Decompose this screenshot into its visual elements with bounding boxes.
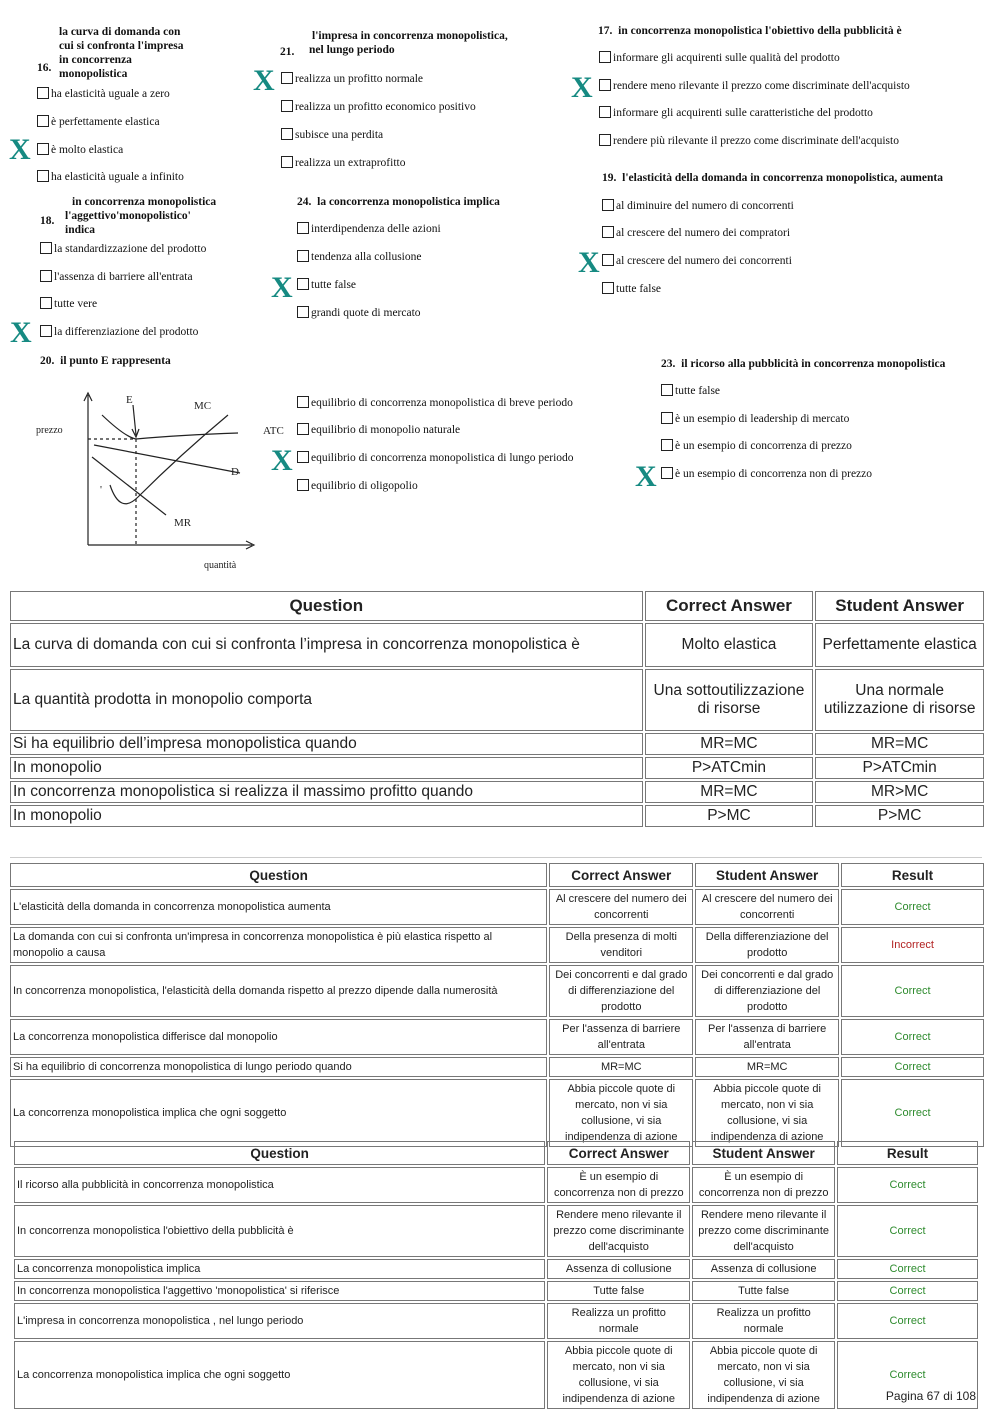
student-answer-cell: Realizza un profitto normale	[692, 1303, 835, 1339]
answer-mark-x: X	[571, 71, 593, 104]
table-row	[10, 757, 984, 779]
result-cell: Correct	[837, 1259, 978, 1279]
table-row	[10, 1019, 984, 1055]
student-answer-cell: Perfettamente elastica	[815, 623, 984, 667]
q24-option[interactable]: tutte false	[297, 278, 356, 292]
student-answer-cell: MR=MC	[815, 733, 984, 755]
label-mr: MR	[174, 517, 192, 529]
result-cell: Correct	[841, 1057, 984, 1077]
table-row	[10, 889, 984, 925]
checkbox[interactable]	[37, 115, 49, 127]
mr-curve	[92, 457, 166, 515]
q20-option[interactable]: equilibrio di concorrenza monopolistica di lungo periodo	[297, 451, 574, 465]
question-cell: L'impresa in concorrenza monopolistica , nel lungo periodo	[14, 1303, 545, 1339]
q20-title: 20. il punto E rappresenta	[40, 355, 171, 367]
q23-option[interactable]: è un esempio di concorrenza non di prezzo	[661, 467, 872, 481]
correct-answer-cell: MR=MC	[645, 733, 814, 755]
checkbox[interactable]	[40, 270, 52, 282]
correct-answer-cell: P>ATCmin	[645, 757, 814, 779]
answer-mark-x: X	[10, 316, 32, 349]
e-pointer	[133, 405, 136, 435]
question-cell: La domanda con cui si confronta un'impresa in concorrenza monopolistica è più elastica rispetto al monopolio a causa	[10, 927, 547, 963]
q16-option[interactable]: ha elasticità uguale a infinito	[37, 170, 184, 184]
q24-option[interactable]: interdipendenza delle azioni	[297, 222, 441, 236]
q19-option[interactable]: al crescere del numero dei compratori	[602, 226, 790, 240]
q16-number: 16.	[37, 62, 52, 74]
header-question: Question	[10, 863, 547, 887]
table-row	[10, 733, 984, 755]
header-question: Question	[10, 591, 643, 621]
divider	[10, 857, 982, 858]
checkbox[interactable]	[281, 156, 293, 168]
q17-option[interactable]: informare gli acquirenti sulle caratteristiche del prodotto	[599, 106, 873, 120]
results-table-1	[8, 589, 986, 829]
student-answer-cell: Rendere meno rilevante il prezzo come discriminante dell'acquisto	[692, 1205, 835, 1257]
student-answer-cell: Dei concorrenti e dal grado di differenziazione del prodotto	[695, 965, 839, 1017]
checkbox[interactable]	[40, 297, 52, 309]
correct-answer-cell: Una sottoutilizzazione di risorse	[645, 669, 814, 731]
q20-option[interactable]: equilibrio di monopolio naturale	[297, 423, 460, 437]
correct-answer-cell: Della presenza di molti venditori	[549, 927, 693, 963]
checkbox[interactable]	[297, 278, 309, 290]
q19-option[interactable]: al crescere del numero dei concorrenti	[602, 254, 792, 268]
answer-mark-x: X	[9, 133, 31, 166]
table-row	[10, 1057, 984, 1077]
checkbox[interactable]	[602, 282, 614, 294]
q19-option[interactable]: tutte false	[602, 282, 661, 296]
result-cell: Incorrect	[841, 927, 984, 963]
results-table-3	[12, 1139, 980, 1411]
student-answer-cell: P>ATCmin	[815, 757, 984, 779]
answer-mark-x: X	[578, 246, 600, 279]
checkbox[interactable]	[37, 170, 49, 182]
checkbox[interactable]	[297, 423, 309, 435]
answer-mark-x: X	[635, 460, 657, 493]
table-row	[10, 927, 984, 963]
header-question: Question	[14, 1141, 545, 1165]
checkbox[interactable]	[661, 412, 673, 424]
correct-answer-cell: È un esempio di concorrenza non di prezzo	[547, 1167, 690, 1203]
question-cell: Si ha equilibrio dell’impresa monopolistica quando	[10, 733, 643, 755]
checkbox[interactable]	[661, 439, 673, 451]
q19-title: 19. l'elasticità della domanda in concorrenza monopolistica, aumenta	[602, 172, 943, 184]
student-answer-cell: Al crescere del numero dei concorrenti	[695, 889, 839, 925]
table-row	[14, 1167, 978, 1203]
header-result: Result	[837, 1141, 978, 1165]
question-cell: La curva di domanda con cui si confronta l’impresa in concorrenza monopolistica è	[10, 623, 643, 667]
checkbox[interactable]	[602, 226, 614, 238]
answer-mark-x: X	[271, 444, 293, 477]
header-result: Result	[841, 863, 984, 887]
question-cell: La concorrenza monopolistica implica che ogni soggetto	[10, 1079, 547, 1147]
checkbox[interactable]	[297, 451, 309, 463]
question-cell: L'elasticità della domanda in concorrenza monopolistica aumenta	[10, 889, 547, 925]
q17-option[interactable]: rendere meno rilevante il prezzo come discriminate dell'acquisto	[599, 79, 910, 93]
page-number: Pagina 67 di 108	[885, 1389, 976, 1403]
question-cell: In monopolio	[10, 757, 643, 779]
q16-option[interactable]: ha elasticità uguale a zero	[37, 87, 170, 101]
q18-option[interactable]: l'assenza di barriere all'entrata	[40, 270, 193, 284]
label-d: D	[231, 466, 239, 478]
q16-title: la curva di domanda con cui si confronta l'impresa in concorrenza monopolistica	[59, 26, 184, 80]
q17-title: 17. in concorrenza monopolistica l'obiettivo della pubblicità è	[598, 25, 902, 37]
q23-title: 23. il ricorso alla pubblicità in concorrenza monopolistica	[661, 358, 946, 370]
q17-option[interactable]: rendere più rilevante il prezzo come discriminate dell'acquisto	[599, 134, 899, 148]
q16-option[interactable]: è molto elastica	[37, 143, 123, 157]
table-row	[10, 805, 984, 827]
table-row	[10, 623, 984, 667]
question-cell: In concorrenza monopolistica l'aggettivo 'monopolistica' si riferisce	[14, 1281, 545, 1301]
correct-answer-cell: Al crescere del numero dei concorrenti	[549, 889, 693, 925]
question-cell: In concorrenza monopolistica l'obiettivo della pubblicità è	[14, 1205, 545, 1257]
checkbox[interactable]	[599, 134, 611, 146]
q21-title: l'impresa in concorrenza monopolistica, nel lungo periodo	[309, 30, 508, 56]
checkbox[interactable]	[602, 199, 614, 211]
student-answer-cell: Una normale utilizzazione di risorse	[815, 669, 984, 731]
label-tick: '	[100, 484, 102, 496]
checkbox[interactable]	[297, 222, 309, 234]
correct-answer-cell: Realizza un profitto normale	[547, 1303, 690, 1339]
q21-option[interactable]: realizza un extraprofitto	[281, 156, 405, 170]
question-cell: Si ha equilibrio di concorrenza monopolistica di lungo periodo quando	[10, 1057, 547, 1077]
q24-option[interactable]: tendenza alla collusione	[297, 250, 421, 264]
q23-option[interactable]: è un esempio di concorrenza di prezzo	[661, 439, 852, 453]
correct-answer-cell: Dei concorrenti e dal grado di differenziazione del prodotto	[549, 965, 693, 1017]
result-cell: Correct	[837, 1303, 978, 1339]
q21-number: 21.	[280, 46, 295, 58]
checkbox[interactable]	[599, 79, 611, 91]
checkbox[interactable]	[281, 100, 293, 112]
header-student-answer: Student Answer	[692, 1141, 835, 1165]
result-cell: Correct	[837, 1341, 978, 1409]
student-answer-cell: Per l'assenza di barriere all'entrata	[695, 1019, 839, 1055]
cost-curves-graph	[30, 385, 290, 575]
correct-answer-cell: Assenza di collusione	[547, 1259, 690, 1279]
checkbox[interactable]	[661, 467, 673, 479]
result-cell: Correct	[841, 889, 984, 925]
table-row	[14, 1341, 978, 1409]
result-cell: Correct	[837, 1167, 978, 1203]
result-cell: Correct	[837, 1281, 978, 1301]
q18-number: 18.	[40, 215, 55, 227]
checkbox[interactable]	[281, 128, 293, 140]
checkbox[interactable]	[37, 143, 49, 155]
checkbox[interactable]	[40, 325, 52, 337]
table-row	[10, 781, 984, 803]
q18-title: in concorrenza monopolistica l'aggettivo'monopolistico' indica	[65, 196, 217, 236]
correct-answer-cell: Molto elastica	[645, 623, 814, 667]
result-cell: Correct	[837, 1205, 978, 1257]
checkbox[interactable]	[297, 306, 309, 318]
correct-answer-cell: Abbia piccole quote di mercato, non vi sia collusione, vi sia indipendenza di azione	[549, 1079, 693, 1147]
q17-option[interactable]: informare gli acquirenti sulle qualità del prodotto	[599, 51, 840, 65]
q23-option[interactable]: è un esempio di leadership di mercato	[661, 412, 849, 426]
table-header-row	[10, 863, 984, 887]
table-row	[14, 1281, 978, 1301]
answer-mark-x: X	[271, 271, 293, 304]
q24-title: 24. la concorrenza monopolistica implica	[297, 196, 500, 208]
checkbox[interactable]	[599, 106, 611, 118]
question-cell: La concorrenza monopolistica differisce dal monopolio	[10, 1019, 547, 1055]
q21-option[interactable]: subisce una perdita	[281, 128, 383, 142]
label-mc: MC	[194, 400, 212, 412]
answer-mark-x: X	[253, 64, 275, 97]
checkbox[interactable]	[297, 479, 309, 491]
results-table-2	[8, 861, 986, 1149]
label-quantita: quantità	[204, 560, 237, 571]
q21-option[interactable]: realizza un profitto normale	[281, 72, 423, 86]
question-cell: La concorrenza monopolistica implica	[14, 1259, 545, 1279]
question-cell: In monopolio	[10, 805, 643, 827]
question-cell: In concorrenza monopolistica, l'elasticità della domanda rispetto al prezzo dipende dalla numerosità	[10, 965, 547, 1017]
checkbox[interactable]	[661, 384, 673, 396]
q19-option[interactable]: al diminuire del numero di concorrenti	[602, 199, 794, 213]
correct-answer-cell: P>MC	[645, 805, 814, 827]
q24-option[interactable]: grandi quote di mercato	[297, 306, 421, 320]
header-correct-answer: Correct Answer	[547, 1141, 690, 1165]
correct-answer-cell: Abbia piccole quote di mercato, non vi sia collusione, vi sia indipendenza di azione	[547, 1341, 690, 1409]
result-cell: Correct	[841, 965, 984, 1017]
atc-curve	[102, 415, 238, 439]
correct-answer-cell: Rendere meno rilevante il prezzo come discriminante dell'acquisto	[547, 1205, 690, 1257]
label-atc: ATC	[263, 425, 284, 437]
q18-option[interactable]: tutte vere	[40, 297, 97, 311]
question-cell: Il ricorso alla pubblicità in concorrenza monopolistica	[14, 1167, 545, 1203]
checkbox[interactable]	[297, 250, 309, 262]
correct-answer-cell: Per l'assenza di barriere all'entrata	[549, 1019, 693, 1055]
q20-option[interactable]: equilibrio di concorrenza monopolistica di breve periodo	[297, 396, 573, 410]
table-row	[10, 965, 984, 1017]
student-answer-cell: Assenza di collusione	[692, 1259, 835, 1279]
student-answer-cell: MR>MC	[815, 781, 984, 803]
correct-answer-cell: Tutte false	[547, 1281, 690, 1301]
student-answer-cell: MR=MC	[695, 1057, 839, 1077]
correct-answer-cell: MR=MC	[549, 1057, 693, 1077]
question-cell: In concorrenza monopolistica si realizza il massimo profitto quando	[10, 781, 643, 803]
header-student-answer: Student Answer	[695, 863, 839, 887]
checkbox[interactable]	[37, 87, 49, 99]
question-cell: La concorrenza monopolistica implica che ogni soggetto	[14, 1341, 545, 1409]
header-correct-answer: Correct Answer	[549, 863, 693, 887]
table-row	[14, 1205, 978, 1257]
student-answer-cell: Abbia piccole quote di mercato, non vi sia collusione, vi sia indipendenza di azione	[692, 1341, 835, 1409]
result-cell: Correct	[841, 1079, 984, 1147]
correct-answer-cell: MR=MC	[645, 781, 814, 803]
header-correct-answer: Correct Answer	[645, 591, 814, 621]
header-student-answer: Student Answer	[815, 591, 984, 621]
student-answer-cell: Abbia piccole quote di mercato, non vi sia collusione, vi sia indipendenza di azione	[695, 1079, 839, 1147]
table-row	[14, 1259, 978, 1279]
q18-option[interactable]: la standardizzazione del prodotto	[40, 242, 206, 256]
student-answer-cell: Tutte false	[692, 1281, 835, 1301]
table-row	[10, 1079, 984, 1147]
q21-option[interactable]: realizza un profitto economico positivo	[281, 100, 476, 114]
table-row	[14, 1303, 978, 1339]
table-header-row	[10, 591, 984, 621]
q18-option[interactable]: la differenziazione del prodotto	[40, 325, 198, 339]
checkbox[interactable]	[599, 51, 611, 63]
result-cell: Correct	[841, 1019, 984, 1055]
checkbox[interactable]	[281, 72, 293, 84]
q16-option[interactable]: è perfettamente elastica	[37, 115, 160, 129]
label-e: E	[126, 394, 133, 406]
question-cell: La quantità prodotta in monopolio comporta	[10, 669, 643, 731]
q20-option[interactable]: equilibrio di oligopolio	[297, 479, 418, 493]
student-answer-cell: Della differenziazione del prodotto	[695, 927, 839, 963]
checkbox[interactable]	[297, 396, 309, 408]
q23-option[interactable]: tutte false	[661, 384, 720, 398]
table-row	[10, 669, 984, 731]
student-answer-cell: P>MC	[815, 805, 984, 827]
table-header-row	[14, 1141, 978, 1165]
student-answer-cell: È un esempio di concorrenza non di prezzo	[692, 1167, 835, 1203]
checkbox[interactable]	[40, 242, 52, 254]
checkbox[interactable]	[602, 254, 614, 266]
label-prezzo: prezzo	[36, 425, 63, 436]
